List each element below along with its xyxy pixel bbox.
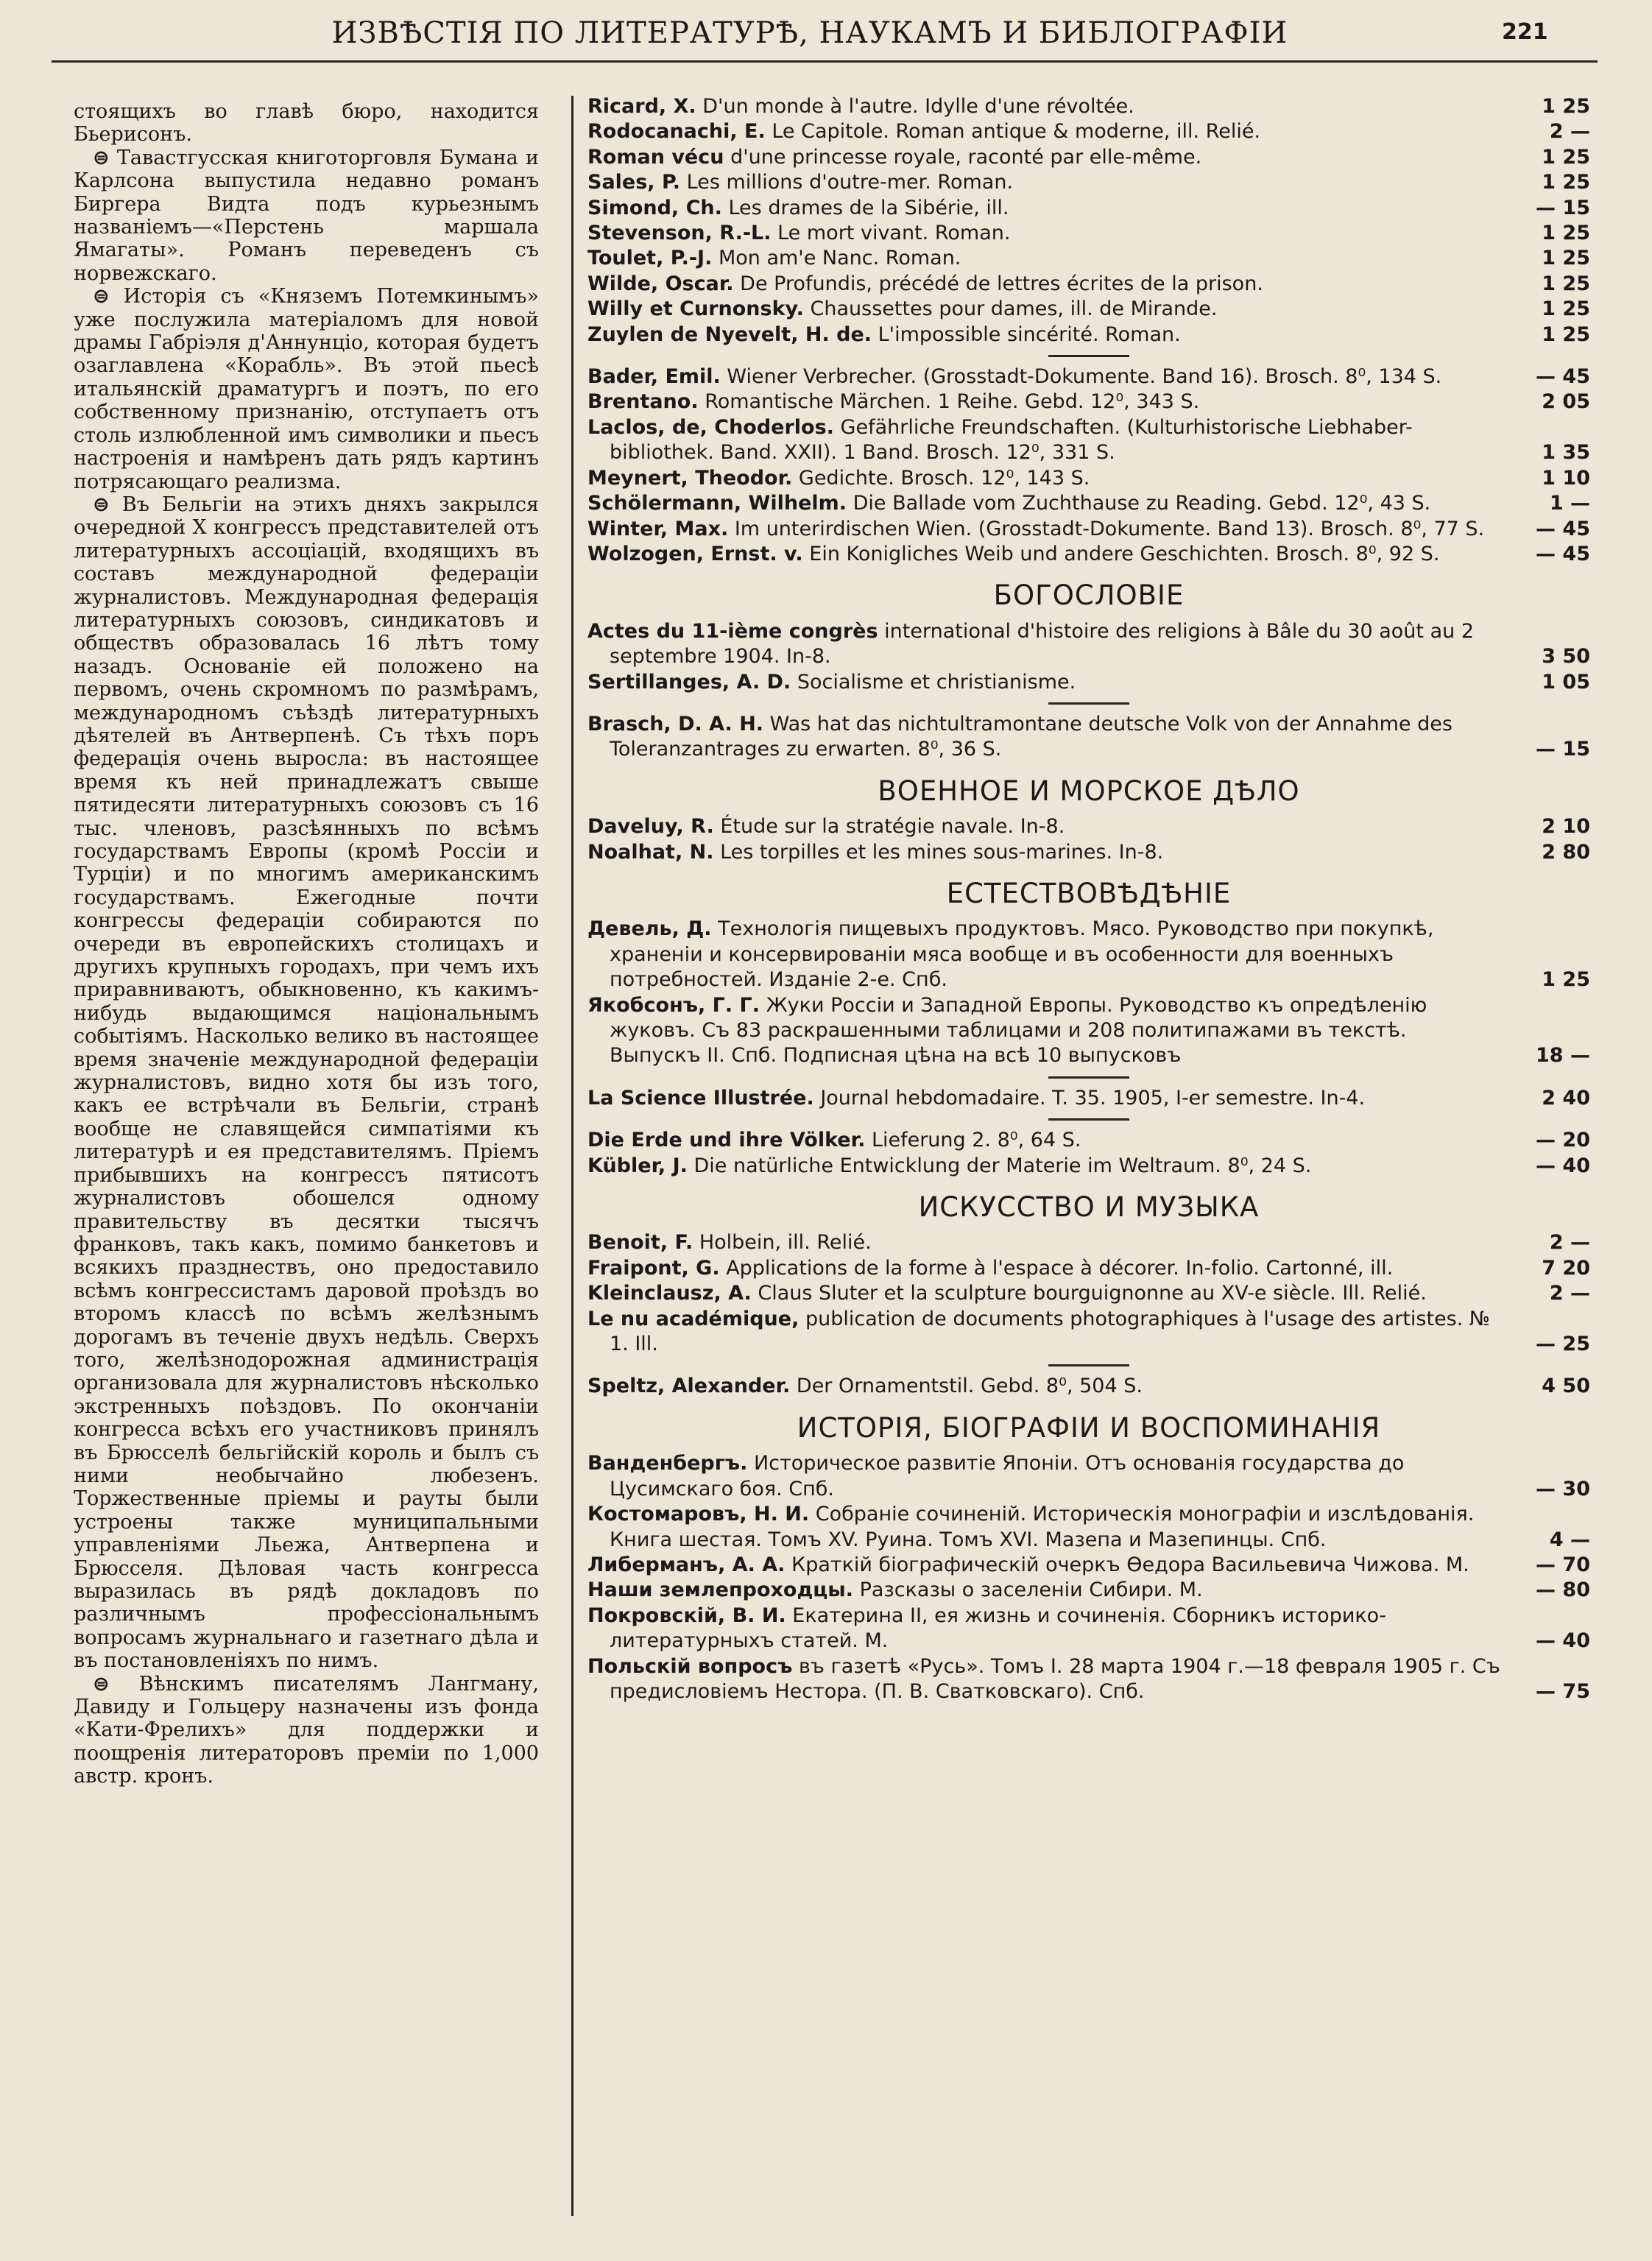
bibliography-entry [587, 1086, 1590, 1111]
news-paragraph [74, 147, 539, 285]
entry-price: 1 05 [1542, 670, 1590, 694]
section-heading: ВОЕННОЕ И МОРСКОЕ ДѢЛО [878, 775, 1300, 807]
entry-author: Laclos, de, Choderlos. [587, 415, 834, 439]
entry-price: 2 — [1549, 1231, 1590, 1255]
entry-title: Gedichte. Brosch. 12⁰, 143 S. [798, 466, 1090, 490]
bibliography-entry [587, 415, 1590, 466]
bibliography-entry [587, 1451, 1590, 1502]
entry-author: Brentano. [587, 390, 699, 414]
entry-author: Wolzogen, Ernst. v. [587, 542, 803, 565]
section-divider [1048, 355, 1129, 357]
bibliography-entry [587, 670, 1590, 695]
paragraph-bullet-icon: ⊜ [93, 285, 110, 308]
paragraph-text: Исторія съ «Княземъ Потемкинымъ» уже послужила матеріаломъ для новой драмы Габріэля д'Аннунціо, которая будетъ озаглавлена «Корабль». Въ этой пьесѣ итальянскій драматургъ и поэтъ, по его собственному признанію, отступаетъ отъ столь излюбленной имъ символики и пьесъ настроенія и намѣренъ дать рядъ картинъ потрясающаго реализма. [74, 285, 539, 493]
entry-title: Разсказы о заселеніи Сибири. М. [859, 1579, 1203, 1602]
section-heading: ЕСТЕСТВОВѢДѢНІЕ [946, 877, 1232, 909]
bibliography-entry [587, 170, 1590, 195]
entry-price: 1 25 [1542, 145, 1590, 169]
entry-title: Claus Sluter et la sculpture bourguignonne au XV-e siècle. Ill. Relié. [758, 1282, 1427, 1305]
bibliography-entry [587, 1502, 1590, 1553]
section-heading: БОГОСЛОВІЕ [993, 579, 1185, 612]
entry-title: Applications de la forme à l'espace à décorer. In-folio. Cartonné, ill. [726, 1256, 1394, 1280]
bibliography-entry [587, 1230, 1590, 1255]
entry-author: Якобсонъ, Г. Г. [587, 993, 760, 1017]
news-column [74, 100, 539, 1788]
entry-title: Socialisme et christianisme. [797, 670, 1076, 694]
entry-author: Die Erde und ihre Völker. [587, 1129, 866, 1152]
bibliography-entry [587, 1128, 1590, 1153]
entry-author: Костомаровъ, Н. И. [587, 1503, 810, 1526]
bibliography-entry [587, 1154, 1590, 1179]
entry-author: Либерманъ, А. А. [587, 1553, 786, 1576]
entry-author: Benoit, F. [587, 1231, 693, 1255]
bibliography-entry [587, 1281, 1590, 1306]
news-paragraph [74, 493, 539, 1673]
entry-title: Holbein, ill. Relié. [699, 1231, 872, 1255]
entry-title: Собраніе сочиненій. Историческія монографіи и изслѣдованія. Книга шестая. Томъ XV. Руина. Томъ XVI. Мазепа и Мазепинцы. Спб. [610, 1503, 1475, 1551]
entry-author: Meynert, Theodor. [587, 466, 793, 490]
entry-title: Краткій біографическій очеркъ Өедора Васильевича Чижова. М. [791, 1553, 1469, 1576]
page-title: ИЗВѢСТІЯ ПО ЛИТЕРАТУРѢ, НАУКАМЪ И БИБЛОГРАФІИ [331, 16, 1288, 50]
paragraph-text: стоящихъ во главѣ бюро, находится Бьерисонъ. [74, 100, 539, 147]
entry-author: Winter, Max. [587, 517, 729, 540]
entry-price: — 25 [1536, 1333, 1590, 1356]
bibliography-entry [587, 1654, 1590, 1705]
bibliography-entry [587, 94, 1590, 119]
entry-price: 1 25 [1542, 272, 1590, 295]
entry-author: Kleinclausz, A. [587, 1282, 752, 1305]
entry-price: 2 10 [1542, 815, 1590, 839]
entry-price: 1 35 [1542, 441, 1590, 465]
entry-price: 3 50 [1542, 645, 1590, 669]
entry-author: Roman vécu [587, 145, 724, 169]
entry-price: 18 — [1536, 1044, 1590, 1068]
bibliography-entry [587, 1578, 1590, 1603]
entry-author: Willy et Curnonsky. [587, 297, 804, 321]
entry-title: publication de documents photographiques à l'usage des artistes. № 1. Ill. [610, 1307, 1490, 1356]
entry-price: 2 40 [1542, 1086, 1590, 1110]
entry-author: Ricard, X. [587, 95, 696, 118]
bibliography-entry [587, 619, 1590, 670]
entry-title: Le mort vivant. Roman. [777, 222, 1011, 245]
entry-title: Les millions d'outre-mer. Roman. [686, 171, 1014, 194]
entry-title: Die Ballade vom Zuchthause zu Reading. Gebd. 12⁰, 43 S. [853, 492, 1431, 515]
entry-title: De Profundis, précédé de lettres écrites de la prison. [740, 272, 1263, 295]
paragraph-bullet-icon: ⊜ [93, 493, 110, 516]
entry-author: Brasch, D. A. H. [587, 712, 764, 736]
bibliography-entry [587, 221, 1590, 246]
entry-price: — 40 [1536, 1629, 1590, 1653]
entry-author: Rodocanachi, E. [587, 120, 766, 144]
bibliography-entry [587, 119, 1590, 144]
entry-price: 4 — [1549, 1528, 1590, 1551]
entry-price: — 40 [1536, 1154, 1590, 1177]
header-rule [52, 60, 1598, 63]
entry-title: Le Capitole. Roman antique & moderne, ill. Relié. [772, 120, 1261, 144]
entry-title: Les drames de la Sibérie, ill. [728, 196, 1009, 219]
entry-title: Екатерина II, ея жизнь и сочиненія. Сборникъ историко-литературныхъ статей. М. [610, 1604, 1386, 1653]
bibliography-entry [587, 814, 1590, 839]
section-divider [1048, 1364, 1129, 1366]
section-divider [1048, 702, 1129, 705]
bibliography-entry [587, 542, 1590, 567]
bibliography-entry [587, 993, 1590, 1069]
entry-author: Наши землепроходцы. [587, 1579, 853, 1602]
bibliography-entry [587, 1374, 1590, 1399]
entry-title: Die natürliche Entwicklung der Materie im Weltraum. 8⁰, 24 S. [693, 1154, 1312, 1177]
entry-price: — 45 [1536, 365, 1590, 389]
entry-title: Les torpilles et les mines sous-marines. In-8. [720, 840, 1164, 864]
bibliography-column [587, 94, 1590, 1704]
entry-author: Польскій вопросъ [587, 1654, 793, 1678]
entry-title: Chaussettes pour dames, ill. de Mirande. [810, 297, 1218, 321]
entry-author: La Science Illustrée. [587, 1086, 814, 1110]
entry-author: Wilde, Oscar. [587, 272, 734, 295]
bibliography-entry [587, 145, 1590, 170]
entry-price: 1 25 [1542, 95, 1590, 118]
entry-title: Mon am'e Nanc. Roman. [718, 247, 961, 270]
entry-author: Toulet, P.-J. [587, 247, 713, 270]
entry-author: Le nu académique, [587, 1307, 799, 1330]
entry-price: — 80 [1536, 1579, 1590, 1602]
entry-title: Romantische Märchen. 1 Reihe. Gebd. 12⁰, 343 S. [705, 390, 1200, 414]
entry-price: 1 25 [1542, 247, 1590, 270]
entry-title: international d'histoire des religions à Bâle du 30 août au 2 septembre 1904. In-8. [610, 619, 1475, 669]
entry-title: Технологія пищевыхъ продуктовъ. Мясо. Руководство при покупкѣ, храненіи и консервированіи мяса вообще и въ особенности для военныхъ потребностей. Изданіе 2-е. Спб. [610, 917, 1434, 992]
page-number: 221 [1502, 19, 1548, 45]
bibliography-entry [587, 1307, 1590, 1358]
bibliography-entry [587, 246, 1590, 271]
bibliography-entry [587, 917, 1590, 992]
entry-author: Bader, Emil. [587, 365, 721, 389]
entry-price: — 45 [1536, 517, 1590, 540]
entry-title: Étude sur la stratégie navale. In-8. [720, 815, 1065, 839]
entry-price: 1 10 [1542, 466, 1590, 490]
section-heading: ИСТОРІЯ, БІОГРАФІИ И ВОСПОМИНАНІЯ [797, 1411, 1381, 1444]
entry-author: Schölermann, Wilhelm. [587, 492, 847, 515]
entry-price: 1 25 [1542, 968, 1590, 992]
bibliography-entry [587, 466, 1590, 491]
bibliography-entry [587, 322, 1590, 348]
section-divider [1048, 1118, 1129, 1121]
entry-title: Journal hebdomadaire. T. 35. 1905, I-er semestre. In-4. [820, 1086, 1366, 1110]
entry-price: — 15 [1536, 738, 1590, 761]
entry-price: 7 20 [1542, 1256, 1590, 1280]
entry-author: Fraipont, G. [587, 1256, 720, 1280]
bibliography-entry [587, 272, 1590, 297]
paragraph-bullet-icon: ⊜ [93, 146, 110, 169]
bibliography-entry [587, 840, 1590, 865]
entry-title: Im unterirdischen Wien. (Grosstadt-Dokumente. Band 13). Brosch. 8⁰, 77 S. [734, 517, 1485, 540]
entry-title: Жуки Россіи и Западной Европы. Руководство къ опредѣленію жуковъ. Съ 83 раскрашенными таблицами и 208 политипажами въ текстѣ. Выпускъ II. Спб. Подписная цѣна на всѣ 10 выпусковъ [610, 993, 1427, 1068]
entry-author: Ванденбергъ. [587, 1452, 748, 1475]
bibliography-entry [587, 1604, 1590, 1654]
paragraph-text: Въ Бельгіи на этихъ дняхъ закрылся очередной X конгрессъ представителей отъ литературныхъ ассоціацій, входящихъ въ составъ международной федераціи журналистовъ. Международная федерація литературныхъ союзовъ, синдикатовъ и обществъ образовалась 16 лѣтъ тому назадъ. Основаніе ей положено на первомъ, очень скромномъ по размѣрамъ, международномъ съѣздѣ литературныхъ дѣятелей въ Антверпенѣ. Съ тѣхъ поръ федерація очень выросла: въ настоящее время къ ней принадлежатъ свыше пятидесяти литературныхъ союзовъ съ 16 тыс. членовъ, разсѣянныхъ по всѣмъ государствамъ Европы (кромѣ Россіи и Турціи) и по многимъ американскимъ государствамъ. Ежегодные почти конгрессы федераціи собираются по очереди въ европейскихъ столицахъ и другихъ крупныхъ городахъ, при чемъ ихъ приравниваютъ, обыкновенно, къ какимъ-нибудь выдающимся національнымъ событіямъ. Насколько велико въ настоящее время значеніе международной федераціи журналистовъ, видно хотя бы изъ того, какъ ее встрѣчали въ Бельгіи, странѣ вообще не славящейся симпатіями къ литературѣ и ея представителямъ. Пріемъ прибывшихъ на конгрессъ пятисотъ журналистовъ обошелся одному правительству въ десятки тысячъ франковъ, такъ какъ, помимо банкетовъ и всякихъ празднествъ, оно предоставило всѣмъ конгрессистамъ даровой проѣздъ во второмъ классѣ по всѣмъ желѣзнымъ дорогамъ въ теченіе двухъ недѣль. Сверхъ того, желѣзнодорожная администрація организовала для журналистовъ нѣсколько экстренныхъ поѣздовъ. По окончаніи конгресса всѣхъ его участниковъ принялъ въ Брюсселѣ бельгійскій король и былъ съ ними необычайно любезенъ. Торжественные пріемы и рауты были устроены также муниципальными управленіями Льежа, Антверпена и Брюсселя. Дѣловая часть конгресса выразилась въ рядѣ докладовъ по различнымъ профессіональнымъ вопросамъ журнальнаго и газетнаго дѣла и въ постановленіяхъ по нимъ. [74, 493, 539, 1673]
bibliography-entry [587, 1256, 1590, 1281]
bibliography-entry [587, 297, 1590, 322]
entry-title: Was hat das nichtultramontane deutsche Volk von der Annahme des Toleranzantrages zu erwarten. 8⁰, 36 S. [610, 712, 1452, 761]
entry-title: Ein Konigliches Weib und andere Geschichten. Brosch. 8⁰, 92 S. [809, 542, 1440, 565]
entry-price: 1 25 [1542, 222, 1590, 245]
entry-title: Wiener Verbrecher. (Grosstadt-Dokumente. Band 16). Brosch. 8⁰, 134 S. [727, 365, 1442, 389]
bibliography-entry [587, 389, 1590, 415]
news-paragraph [74, 285, 539, 493]
entry-price: 2 05 [1542, 390, 1590, 414]
entry-title: D'un monde à l'autre. Idylle d'une révoltée. [702, 95, 1134, 118]
paragraph-bullet-icon: ⊜ [93, 1672, 110, 1696]
bibliography-entry [587, 491, 1590, 516]
paragraph-text: Вѣнскимъ писателямъ Лангману, Давиду и Гольцеру назначены изъ фонда «Кати-Фрелихъ» для поддержки и поощренія литераторовъ преміи по 1,000 австр. кронъ. [74, 1672, 539, 1788]
entry-price: 2 — [1549, 120, 1590, 144]
entry-author: Speltz, Alexander. [587, 1375, 791, 1398]
section-divider [1048, 1076, 1129, 1079]
entry-price: — 45 [1536, 542, 1590, 565]
entry-price: — 30 [1536, 1477, 1590, 1500]
news-paragraph [74, 100, 539, 147]
entry-author: Покровскій, В. И. [587, 1604, 786, 1627]
entry-price: 1 25 [1542, 171, 1590, 194]
entry-price: 1 25 [1542, 322, 1590, 346]
entry-author: Daveluy, R. [587, 815, 714, 839]
entry-author: Sertillanges, A. D. [587, 670, 791, 694]
entry-price: — 75 [1536, 1679, 1590, 1703]
bibliography-entry [587, 517, 1590, 542]
news-paragraph [74, 1673, 539, 1788]
entry-title: въ газетѣ «Русь». Томъ I. 28 марта 1904 г.—18 февраля 1905 г. Съ предисловіемъ Нестора. (П. В. Сватковскаго). Спб. [610, 1654, 1500, 1703]
section-heading: ИСКУССТВО И МУЗЫКА [918, 1191, 1260, 1224]
entry-title: Историческое развитіе Японіи. Отъ основанія государства до Цусимскаго боя. Спб. [610, 1452, 1405, 1500]
entry-title: Gefährliche Freundschaften. (Kulturhistorische Liebhaber-bibliothek. Band. XXII). 1 Band. Brosch. 12⁰, 331 S. [610, 415, 1413, 465]
entry-title: d'une princesse royale, raconté par elle-même. [730, 145, 1202, 169]
column-divider [571, 96, 573, 2216]
entry-author: Actes du 11-ième congrès [587, 619, 878, 643]
entry-price: — 15 [1536, 196, 1590, 219]
entry-author: Kübler, J. [587, 1154, 688, 1177]
bibliography-entry [587, 364, 1590, 389]
entry-title: Der Ornamentstil. Gebd. 8⁰, 504 S. [796, 1375, 1143, 1398]
entry-author: Simond, Ch. [587, 196, 722, 219]
entry-price: 1 25 [1542, 297, 1590, 321]
entry-author: Stevenson, R.-L. [587, 222, 772, 245]
entry-price: 2 80 [1542, 840, 1590, 864]
paragraph-text: Тавастгусская книготорговля Бумана и Карлсона выпустила недавно романъ Биргера Видта подъ курьезнымъ названіемъ—«Перстень маршала Ямагаты». Романъ переведенъ съ норвежскаго. [74, 146, 539, 285]
bibliography-entry [587, 1553, 1590, 1578]
bibliography-entry [587, 712, 1590, 763]
entry-title: Lieferung 2. 8⁰, 64 S. [871, 1129, 1081, 1152]
entry-author: Девель, Д. [587, 917, 712, 941]
entry-author: Sales, P. [587, 171, 681, 194]
entry-title: L'impossible sincérité. Roman. [878, 322, 1181, 346]
entry-author: Noalhat, N. [587, 840, 714, 864]
entry-price: 2 — [1549, 1282, 1590, 1305]
entry-price: — 20 [1536, 1129, 1590, 1152]
entry-price: 1 — [1549, 492, 1590, 515]
entry-author: Zuylen de Nyevelt, H. de. [587, 322, 872, 346]
entry-price: 4 50 [1542, 1375, 1590, 1398]
entry-price: — 70 [1536, 1553, 1590, 1576]
bibliography-entry [587, 196, 1590, 221]
